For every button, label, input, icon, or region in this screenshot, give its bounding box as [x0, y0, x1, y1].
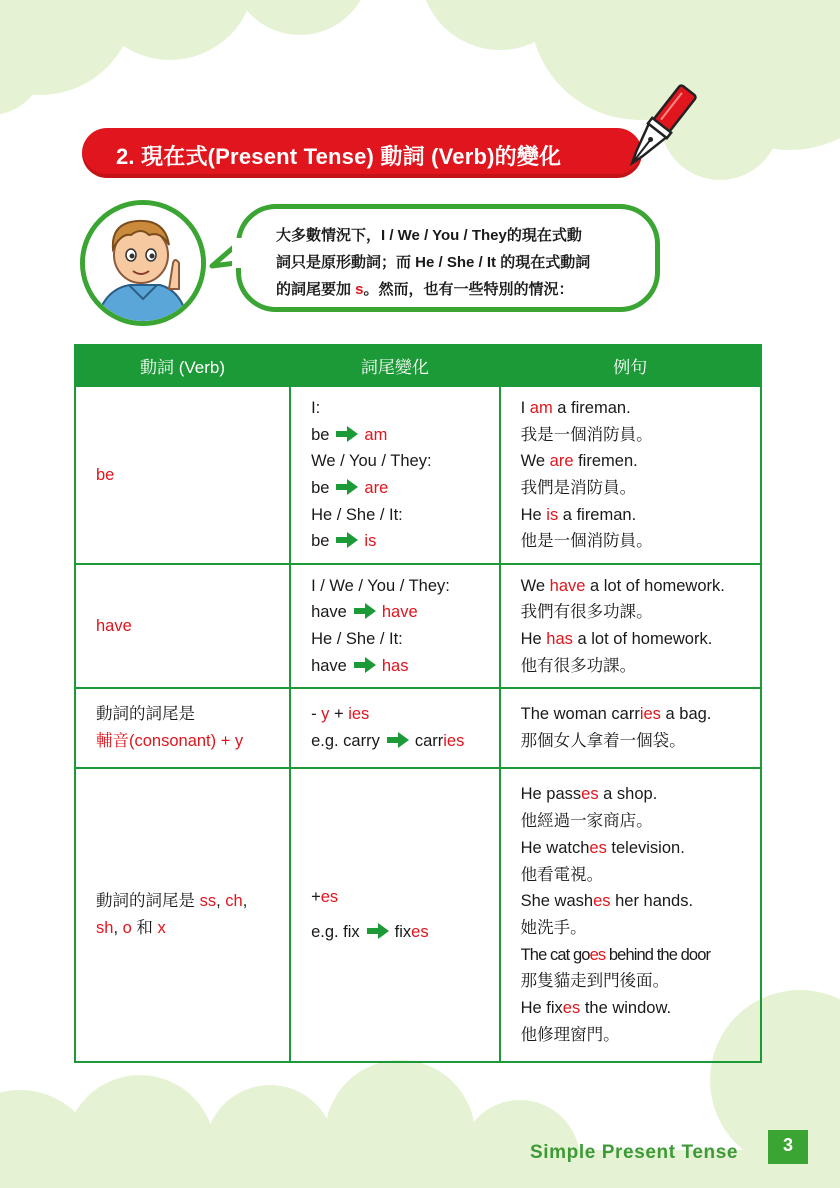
- change-line: be is: [311, 532, 377, 551]
- intro-line-3-post: 。然而，也有一些特別的情況：: [363, 281, 574, 298]
- example-line: She washes her hands.: [520, 892, 694, 911]
- verb-have: have: [75, 564, 290, 688]
- change-cell: [290, 386, 500, 564]
- example-line: He fixes the window.: [520, 999, 672, 1018]
- example-line: We have a lot of homework.: [520, 576, 725, 595]
- change-line: I:: [311, 398, 321, 417]
- example-line: 他有很多功課。: [520, 656, 637, 675]
- verb-line: 動詞的詞尾是 ss, ch,: [96, 892, 248, 911]
- change-line: He / She / It:: [311, 505, 403, 524]
- change-cell: [290, 564, 500, 688]
- example-line: 他是一個消防員。: [520, 532, 653, 551]
- intro-line-1: 大多數情況下，I / We / You / They的現在式動: [276, 227, 582, 244]
- green-arrow-icon: [336, 426, 358, 442]
- example-line: He has a lot of homework.: [520, 630, 713, 648]
- table-row: [75, 386, 761, 564]
- example-cell: [500, 688, 761, 768]
- example-line: 她洗手。: [520, 919, 587, 937]
- eg-line: e.g. carry carries: [311, 732, 465, 750]
- rule-line: +es: [311, 888, 339, 907]
- verb-line: sh, o 和 x: [96, 919, 166, 937]
- header-example: 例句: [500, 345, 761, 386]
- example-cell: [500, 768, 761, 1062]
- footer-title: Simple Present Tense: [530, 1142, 739, 1163]
- example-line: He passes a shop.: [520, 785, 658, 804]
- fountain-pen-icon: [618, 80, 698, 180]
- intro-highlight-s: s: [355, 281, 364, 298]
- header-ending-change: 詞尾變化: [290, 345, 500, 386]
- change-line: be are: [311, 479, 389, 497]
- example-line: We are firemen.: [520, 452, 638, 471]
- example-line: 他修理窗門。: [520, 1025, 620, 1044]
- change-cell: [290, 768, 500, 1062]
- rule-line: - y + ies: [311, 705, 370, 724]
- verb-consonant-y: [75, 688, 290, 768]
- intro-line-2: 詞只是原形動詞；而 He / She / It 的現在式動詞: [276, 254, 591, 271]
- verb-be: be: [75, 386, 290, 564]
- verb-ss-ch-sh-o-x: [75, 768, 290, 1062]
- boy-illustration: [80, 200, 206, 326]
- green-arrow-icon: [336, 532, 358, 548]
- table-row: [75, 768, 761, 1062]
- example-cell: [500, 386, 761, 564]
- eg-line: e.g. fix fixes: [311, 923, 429, 941]
- verb-line: 輔音(consonant) + y: [96, 732, 244, 750]
- intro-line-3: [276, 276, 646, 303]
- example-line: He is a fireman.: [520, 505, 637, 524]
- intro-text: [276, 222, 646, 303]
- table-header-row: [75, 345, 761, 386]
- example-line: He watches television.: [520, 838, 685, 857]
- green-arrow-icon: [336, 479, 358, 495]
- intro-line-3-pre: 的詞尾要加: [276, 281, 356, 298]
- change-line: have have: [311, 603, 418, 622]
- table-row: [75, 688, 761, 768]
- change-line: He / She / It:: [311, 630, 403, 648]
- verb-table: [74, 344, 762, 1063]
- example-line: I am a fireman.: [520, 398, 631, 417]
- example-line: 我們是消防員。: [520, 479, 637, 497]
- example-line: The cat goes behind the door: [520, 945, 711, 964]
- change-line: We / You / They:: [311, 452, 432, 471]
- speech-bubble-tail-mask: [232, 238, 246, 268]
- green-arrow-icon: [367, 923, 389, 939]
- verb-line: 動詞的詞尾是: [96, 705, 195, 724]
- green-arrow-icon: [387, 732, 409, 748]
- green-arrow-icon: [354, 657, 376, 673]
- change-line: be am: [311, 425, 388, 444]
- change-cell: [290, 688, 500, 768]
- table-row: [75, 564, 761, 688]
- example-cell: [500, 564, 761, 688]
- example-line: 他經過一家商店。: [520, 812, 653, 831]
- change-line: I / We / You / They:: [311, 576, 450, 595]
- change-line: have has: [311, 656, 409, 675]
- example-line: 我是一個消防員。: [520, 425, 653, 444]
- example-line: The woman carries a bag.: [520, 705, 712, 724]
- green-arrow-icon: [354, 603, 376, 619]
- example-line: 我們有很多功課。: [520, 603, 653, 622]
- example-line: 他看電視。: [520, 865, 604, 884]
- example-line: 那隻貓走到門後面。: [520, 972, 670, 991]
- page-number: 3: [782, 1135, 793, 1155]
- example-line: 那個女人拿着一個袋。: [520, 732, 686, 750]
- header-verb: 動詞 (Verb): [75, 345, 290, 386]
- page-title: 2. 現在式(Present Tense) 動詞 (Verb)的變化: [116, 144, 562, 169]
